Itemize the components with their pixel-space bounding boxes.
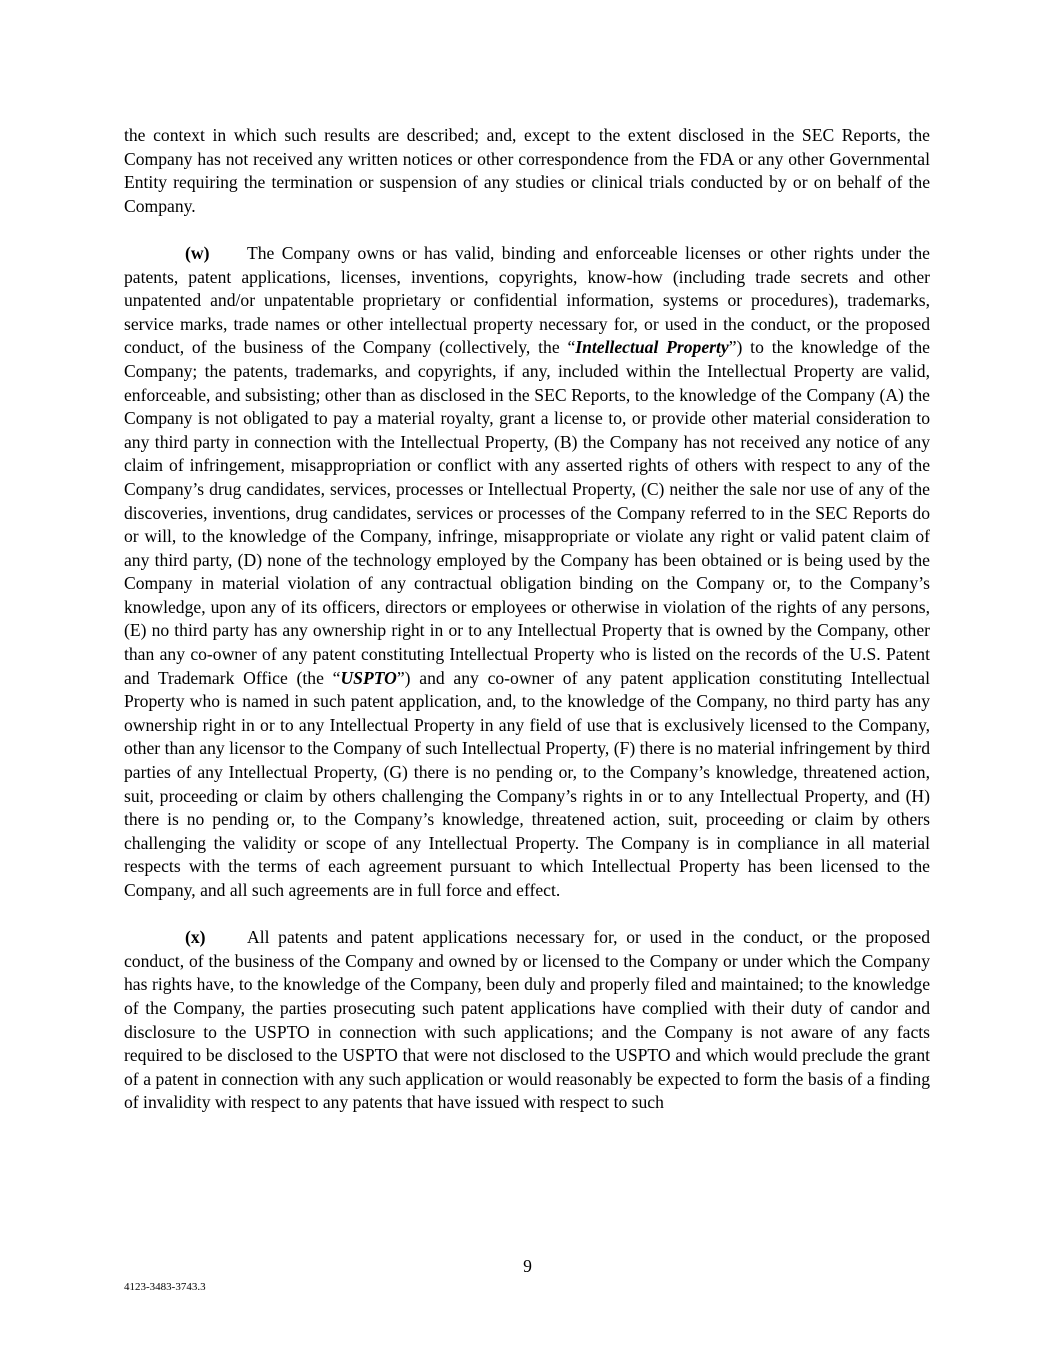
defined-term-uspto: USPTO (340, 667, 397, 688)
section-label-w: (w) (185, 242, 210, 263)
document-id: 4123-3483-3743.3 (124, 1281, 206, 1293)
paragraph-continuation: the context in which such results are described; and, except to the extent disclosed in the SEC Reports, the Company has not received any written notices or other correspondence from the FDA or any other Governmental Entity requiring the termination or suspension of any studies or clinical trials conducted by or on behalf of the Company. (124, 125, 930, 216)
page-number: 9 (523, 1256, 532, 1276)
section-w-text-1: The Company owns or has valid, binding and enforceable licenses or other rights under the patents, patent applications, licenses, inventions, copyrights, know-how (including trade secrets and other unpatented and/or unpatentable proprietary or confidential information, systems or procedures), trademarks, service marks, trade names or other intellectual property necessary for, or used in the conduct, or the proposed conduct, of the business of the Company (collectively, the “ (124, 242, 930, 358)
section-label-x: (x) (185, 927, 206, 948)
section-w-text-3: ”) and any co-owner of any patent application constituting Intellectual Property who is named in such patent application, and, to the knowledge of the Company, no third party has any ownership right in or to any Intellectual Property in any field of use that is exclusively licensed to the Company, other than any licensor to the Company of such Intellectual Property, (F) there is no material infringement by third parties of any Intellectual Property, (G) there is no pending or, to the Company’s knowledge, threatened action, suit, proceeding or claim by others challenging the Company’s rights in or to any Intellectual Property, and (H) there is no pending or, to the Company’s knowledge, threatened action, suit, proceeding or claim by others challenging the validity or scope of any Intellectual Property. The Company is in compliance in all material respects with the terms of each agreement pursuant to which Intellectual Property has been licensed to the Company, and all such agreements are in full force and effect. (124, 667, 930, 900)
defined-term-intellectual-property: Intellectual Property (575, 337, 729, 358)
section-x-text: All patents and patent applications necessary for, or used in the conduct, or the proposed conduct, of the business of the Company and owned by or licensed to the Company or under which the Company has rights have, to the knowledge of the Company, been duly and properly filed and maintained; to the knowledge of the Company, the parties prosecuting such patent applications have complied with their duty of candor and disclosure to the USPTO in connection with such applications; and the Company is not aware of any facts required to be disclosed to the USPTO that were not disclosed to the USPTO and which would preclude the grant of a patent in connection with any such application or would reasonably be expected to form the basis of a finding of invalidity with respect to any patents that have issued with respect to such (124, 927, 930, 1113)
document-page (124, 124, 930, 1115)
paragraph-section-w (124, 242, 930, 903)
paragraph-section-x (124, 926, 930, 1115)
section-w-text-2: ”) to the knowledge of the Company; the patents, trademarks, and copyrights, if any, included within the Intellectual Property are valid, enforceable, and subsisting; other than as disclosed in the SEC Reports, to the knowledge of the Company (A) the Company is not obligated to pay a material royalty, grant a license to, or provide other material consideration to any third party in connection with the Intellectual Property, (B) the Company has not received any notice of any claim of infringement, misappropriation or conflict with any asserted rights of others with respect to any of the Company’s drug candidates, services, processes or Intellectual Property, (C) neither the sale nor use of any of the discoveries, inventions, drug candidates, services or processes of the Company referred to in the SEC Reports do or will, to the knowledge of the Company, infringe, misappropriate or violate any right or valid patent claim of any third party, (D) none of the technology employed by the Company has been obtained or is being used by the Company in material violation of any contractual obligation binding on the Company or, to the Company’s knowledge, upon any of its officers, directors or employees or otherwise in violation of the rights of any persons, (E) no third party has any ownership right in or to any Intellectual Property that is owned by the Company, other than any co-owner of any patent constituting Intellectual Property who is listed on the records of the U.S. Patent and Trademark Office (the “ (124, 337, 930, 688)
